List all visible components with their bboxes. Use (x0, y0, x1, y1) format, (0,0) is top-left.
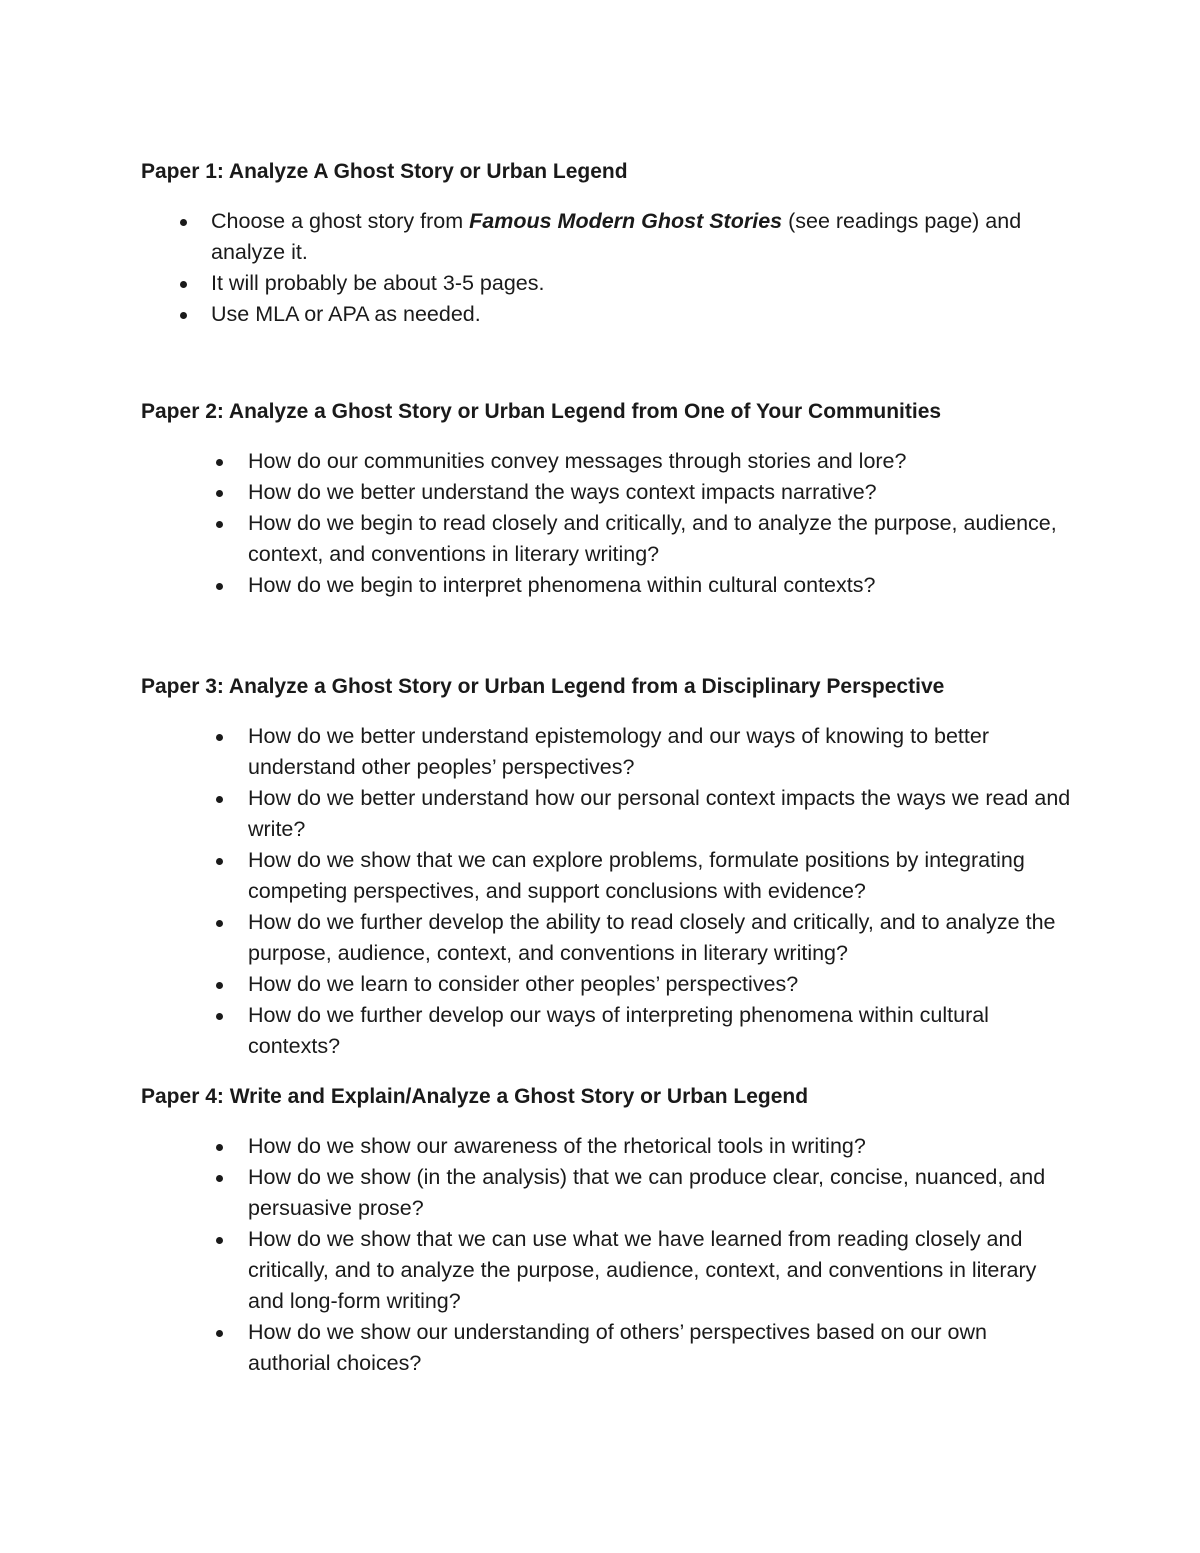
paper-4-list (141, 1131, 1071, 1379)
list-item (141, 570, 1071, 601)
paper-3-list (141, 721, 1071, 1062)
list-item-text: Choose a ghost story from (211, 209, 470, 233)
list-item-text: How do we further develop the ability to read closely and critically, and to analyze the purpose, audience, context, and conventions in literary writing? (248, 910, 1056, 965)
bullet-icon (216, 1330, 223, 1337)
paper-3-heading: Paper 3: Analyze a Ghost Story or Urban Legend from a Disciplinary Perspective (141, 675, 945, 698)
list-item (141, 1162, 1071, 1224)
paper-3-section (141, 674, 1071, 1062)
bullet-icon (180, 312, 187, 319)
list-item (141, 477, 1071, 508)
bullet-icon (216, 920, 223, 927)
list-item (141, 508, 1071, 570)
list-item (141, 845, 1071, 907)
list-item-text: How do we show that we can explore problems, formulate positions by integrating competing perspectives, and support conclusions with evidence? (248, 848, 1025, 903)
bullet-icon (216, 1013, 223, 1020)
list-item-text: How do our communities convey messages through stories and lore? (248, 449, 907, 473)
bullet-icon (180, 281, 187, 288)
list-item-text: How do we begin to read closely and critically, and to analyze the purpose, audience, context, and conventions in literary writing? (248, 511, 1057, 566)
list-item (141, 1000, 1071, 1062)
paper-4-heading: Paper 4: Write and Explain/Analyze a Ghost Story or Urban Legend (141, 1085, 809, 1108)
list-item-text: How do we begin to interpret phenomena within cultural contexts? (248, 573, 876, 597)
list-item-text: How do we better understand how our personal context impacts the ways we read and write? (248, 786, 1071, 841)
list-item-text: How do we show our awareness of the rhetorical tools in writing? (248, 1134, 866, 1158)
list-item-text: It will probably be about 3-5 pages. (211, 271, 545, 295)
list-item-text: How do we better understand the ways context impacts narrative? (248, 480, 877, 504)
paper-1-heading: Paper 1: Analyze A Ghost Story or Urban Legend (141, 160, 628, 183)
bullet-icon (180, 219, 187, 226)
list-item (141, 907, 1071, 969)
paper-1-list (141, 206, 1071, 330)
list-item (141, 299, 1071, 330)
bullet-icon (216, 521, 223, 528)
list-item (141, 206, 1071, 268)
book-title: Famous Modern Ghost Stories (469, 209, 783, 233)
bullet-icon (216, 858, 223, 865)
bullet-icon (216, 796, 223, 803)
bullet-icon (216, 1175, 223, 1182)
paper-2-heading: Paper 2: Analyze a Ghost Story or Urban Legend from One of Your Communities (141, 400, 942, 423)
bullet-icon (216, 734, 223, 741)
list-item (141, 268, 1071, 299)
list-item-text: How do we show that we can use what we have learned from reading closely and critically, and to analyze the purpose, audience, context, and conventions in literary and long-form writing? (248, 1227, 1037, 1313)
paper-2-list (141, 446, 1071, 601)
list-item-text: How do we show our understanding of others’ perspectives based on our own authorial choices? (248, 1320, 987, 1375)
bullet-icon (216, 1237, 223, 1244)
list-item (141, 783, 1071, 845)
list-item (141, 1317, 1071, 1379)
list-item-text: How do we better understand epistemology and our ways of knowing to better understand other peoples’ perspectives? (248, 724, 989, 779)
bullet-icon (216, 583, 223, 590)
list-item (141, 969, 1071, 1000)
list-item-text: How do we further develop our ways of interpreting phenomena within cultural contexts? (248, 1003, 989, 1058)
list-item (141, 1131, 1071, 1162)
list-item-text: Use MLA or APA as needed. (211, 302, 481, 326)
list-item (141, 721, 1071, 783)
paper-2-section (141, 399, 1071, 601)
list-item-text: How do we learn to consider other peoples’ perspectives? (248, 972, 799, 996)
paper-4-section (141, 1084, 1071, 1379)
bullet-icon (216, 490, 223, 497)
list-item-text: How do we show (in the analysis) that we can produce clear, concise, nuanced, and persuasive prose? (248, 1165, 1046, 1220)
list-item-text: (see readings page) and analyze it. (211, 209, 1022, 264)
bullet-icon (216, 982, 223, 989)
list-item (141, 1224, 1071, 1317)
bullet-icon (216, 459, 223, 466)
bullet-icon (216, 1144, 223, 1151)
list-item (141, 446, 1071, 477)
paper-1-section (141, 159, 1071, 330)
